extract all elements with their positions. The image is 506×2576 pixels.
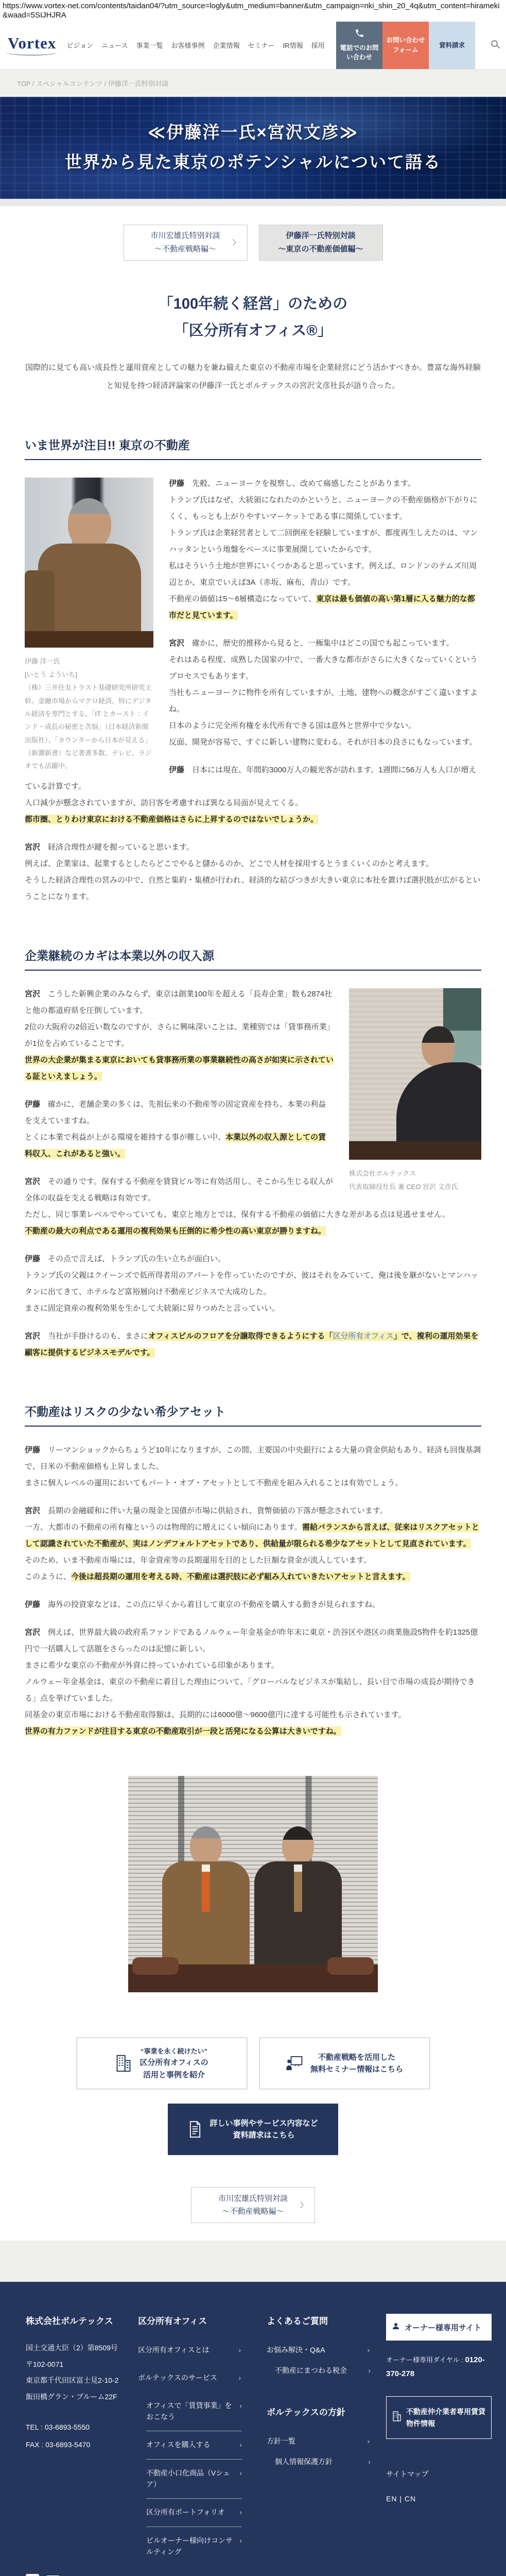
interview-line [25,1674,481,1707]
interview-text: 当社が手掛けるのも、まさに [40,1332,149,1341]
interview-text: トランプ氏は企業経営者として二回倒産を経験していますが、都度再生しえたのは、マンハッタンという地盤をベースに事業展開していたからです。 [169,529,478,554]
article [25,436,481,1740]
interview-text: ただし、同じ事業レベルでやっていても、東京と地方とでは、保有する不動産の価値に大きな差がある点は見逃せません。 [25,1210,450,1219]
divider-strip [0,199,506,206]
building-icon [115,2054,132,2073]
interview-text: まさに個人レベルの運用においてもパート・オブ・アセットとして不動産を組み入れることは有効でしょう。 [25,1479,403,1488]
speaker-name: 宮沢 [25,843,41,852]
interview-text: 日本には現在、年間約3000万人の観光客が訪れます。1週間に56万人も人口が増えている計算です。 [25,766,477,791]
interview-text: その点で言えば、トランプ氏の生い立ちが面白い。 [40,1255,226,1264]
page-title [25,291,481,344]
photo-caption [25,655,153,772]
highlighted-text: 世界の有力ファンドが注目する東京の不動産取引が一段と活発になる公算は大きいですね。 [25,1727,341,1736]
interview-line [25,1552,481,1569]
person-icon [391,2321,400,2333]
article-section [25,1402,481,1740]
nav-item-3[interactable]: お客様事例 [171,42,205,50]
highlighted-text: 需給バランスから言えば、従来はリスクアセットとして認識されていた不動産が、実はノンデフォルトアセットであり、供給量が限られる希少なアセットとして見直されています。 [25,1523,479,1549]
speaker-name: 宮沢 [25,990,41,999]
section-body [25,476,481,905]
footer-link-label: 不動産にまつわる税金 [275,2366,347,2375]
tab-label-line2: ～不動産戦略編～ [154,244,216,253]
contact-form-label: お問い合わせフォーム [386,37,425,54]
highlighted-text: で、複利の運用効果を顧客に提供するビジネスモデルです。 [25,1332,479,1358]
paragraph-gap [25,1240,481,1251]
cta-text-line: 活用と事例を紹介 [143,2070,205,2079]
photo-caption [349,1167,481,1193]
speaker-name: 宮沢 [25,1506,41,1516]
contact-form-button[interactable] [382,22,429,69]
cta-text-line: “事業を永く続けたい” [140,2047,207,2056]
caption-line: （株）三井住友トラスト基礎研究所研究主幹。金融市場からマクロ経済、特にデジタル経済を専門とする。「IT とカースト：インド・成長の秘密と苦悩」（日本経済新聞出版社）、「カウンターから日本が見える」（新潮新書）など著書多数。テレビ、ラジオでも活躍中。 [25,684,152,770]
building-small-icon [392,2411,402,2425]
photo-shape [282,1826,314,1866]
interview-line [25,1624,481,1657]
photo-shape [25,570,55,648]
interview-line [25,1223,481,1240]
cta-text-line: 無料セミナー情報はこちら [310,2065,403,2074]
cta-lines [139,2046,208,2081]
interview-line [25,1328,481,1361]
interview-line [25,1657,481,1674]
chevron-right-icon: › [239,2401,242,2410]
chevron-right-icon: › [239,2508,242,2517]
company-address-line: 〒102-0071 [26,2360,64,2368]
speaker-name: 宮沢 [25,1177,41,1187]
bottom-nav-line1: 市川宏雄氏特別対談 [218,2194,288,2203]
tab-ito-interview[interactable] [259,225,383,261]
footer-link-office-3[interactable] [146,2435,242,2460]
interview-text: 同基金の東京市場における不動産取得額は、長期的には6000億～9600億円に達する可能性も示されています。 [25,1710,406,1720]
interview-text: 日本のように完全所有権を永代所有できる国は意外と世界中で少ない。 [169,721,416,731]
browser-url-text: https://www.vortex-net.com/contents/taidan04/?utm_source=logly&utm_medium=banner&utm_campaign=nki_shin_20_4q&utm_content=hirameki&waad=5SIJHJRA [0,0,506,22]
footer-office-heading[interactable]: 区分所有オフィス [138,2316,207,2327]
document-request-button[interactable] [429,22,475,69]
intro-paragraph: 国際的に見ても高い成長性と運用資産としての魅力を兼ね備えた東京の不動産市場を企業経営にどう活かすべきか。豊富な海外経験と知見を持つ経済評論家の伊藤洋一氏とボルテックスの宮沢文彦社長が語り合った。 [25,363,481,391]
site-footer [0,2282,506,2576]
seminar-cta[interactable] [259,2038,430,2089]
footer-link-office-4[interactable] [146,2463,242,2499]
paragraph-gap [25,1585,481,1597]
youtube-icon [45,2575,61,2576]
footer-link-faq-0[interactable] [267,2340,370,2361]
interview-line [25,795,481,811]
article-section [25,946,481,1361]
spacer [26,2405,138,2418]
interview-text: 人口減少が懸念されていますが、訪日客を考慮すれば異なる局面が見えてくる。 [25,799,303,808]
interview-text: 先般、ニューヨークを視察し、改めて痛感したことがあります。 [184,479,415,488]
company-tel: TEL : 03-6893-5550 [26,2423,90,2432]
interview-line [25,1569,481,1585]
nav-item-6[interactable]: IR情報 [283,42,303,50]
paragraph-gap [25,828,481,839]
interview-text: 海外の投資家などは、この点に早くから着目して東京の不動産を購入する動きが見られますね。 [40,1600,380,1609]
interview-text: 不動産の価値は5～6層構造になっていて、 [169,595,317,604]
footer-link-label: ボルテックスのサービス [138,2374,217,2382]
broker-info-label: 不動産仲介業者専用賃貸物件情報 [406,2408,485,2428]
tab-label [150,229,220,256]
chevron-right-icon: › [368,2457,371,2466]
chevron-right-icon: 〉 [300,2201,307,2210]
company-address [26,2340,138,2405]
interview-lines [25,1442,481,1740]
interview-line [25,1442,481,1475]
tab-label-line2: ～東京の不動産価値編～ [278,244,363,253]
interview-text: 長期の金融緩和に伴い大量の現金と国債が市場に供給され、貨幣価値の下落が懸念されています。 [40,1506,388,1516]
section-heading: いま世界が注目!! 東京の不動産 [25,436,481,460]
nav-item-7[interactable]: 採用 [311,42,325,50]
interview-line [25,856,481,872]
owner-site-label: オーナー様専用サイト [405,2323,481,2332]
footer-link-label: 方針一覧 [267,2436,295,2445]
cta-lines [210,2117,318,2142]
footer-policy-heading[interactable]: ボルテックスの方針 [267,2407,345,2417]
spacer-band [0,2241,506,2282]
nav-item-5[interactable]: セミナー [248,42,275,50]
interview-text: 確かに、歴史的推移から見ると、一極集中はどこの国でも起こっています。 [184,639,454,648]
document-icon [188,2121,202,2138]
footer-link-policy-0[interactable] [267,2431,370,2452]
footer-link-label: ビルオーナー様向けコンサルティング [146,2536,233,2556]
interview-text: まさに希少な東京の不動産が外資に持っていかれている印象があります。 [25,1661,279,1670]
highlighted-text: 「 [325,1332,333,1341]
interview-line [25,1707,481,1723]
hero-title-line2: 世界から見た東京のポテンシャルについて語る [64,152,442,172]
photo-shape [294,1865,302,1912]
highlighted-text: オフィスビルのフロアを分譲取得できるようにする [148,1332,325,1341]
interview-text: そのため、いま不動産市場には、年金資産等の長期運用を目的とした巨額な資金が流入しています。 [25,1556,372,1565]
nav-item-1[interactable]: ニュース [101,42,128,50]
photo-shape [202,1865,210,1912]
owner-dial [386,2353,492,2381]
footer-link-label: お悩み解決・Q&A [267,2346,325,2354]
interview-text: 当社もニューヨークに物件を所有していますが、土地、建物への概念がすごく違いますよね。 [169,688,478,714]
interview-text: このように、 [25,1572,72,1582]
paragraph-gap [25,1492,481,1503]
speaker-name: 宮沢 [169,639,185,648]
footer-owner-column [386,2314,492,2562]
cta-text-line: 詳しい事例やサービス内容など [210,2119,318,2128]
interview-text: とくに本業で利益が上がる環境を維持する事が難しい中、 [25,1133,226,1142]
seminar-icon [286,2055,303,2072]
cta-text-line: 資料請求はこちら [233,2131,295,2140]
search-button[interactable] [491,40,498,47]
speaker-name: 伊藤 [169,766,185,775]
broker-info-button[interactable] [386,2396,492,2439]
footer-columns [26,2314,492,2562]
section-body [25,986,481,1361]
interview-line [25,1503,481,1519]
page-title-line2: 「区分所有オフィス®」 [173,322,333,339]
footer-faq-heading[interactable]: よくあるご質問 [267,2316,328,2327]
tab-label-line1: 伊藤洋一氏特別対談 [286,231,356,241]
tab-ichikawa-interview[interactable] [124,225,248,261]
cta-row [25,2038,481,2089]
interview-text: リーマンショックからちょうど10年になりますが、この間、主要国の中央銀行による大量の資金供給もあり、経済も回復基調で、日米の不動産価格も上昇しました。 [25,1446,481,1471]
speaker-name: 伊藤 [169,479,185,488]
interview-text: そうした経済合理性の営みの中で、自然と集約・集積が行われ、経済的な結びつきが大きい東京に本社を置けば選択肢が広がるということになります。 [25,876,481,902]
hero-banner [0,97,506,199]
interview-line [25,811,481,828]
miyazawa-photo [349,988,481,1160]
owner-dial-number: 0120-370-278 [386,2355,485,2379]
interview-text: 一方、大都市の不動産の所有権というのは物理的に増えにくい傾向にあります。 [25,1523,302,1532]
highlighted-text: 不動産の最大の利点である運用の複利効果も圧倒的に希少性の高い東京が勝りますね。 [25,1227,326,1236]
header-buttons [336,22,475,69]
interview-line [25,1597,481,1613]
search-icon [491,40,498,47]
interview-line [25,1723,481,1740]
interview-text: 2位の大阪府の2倍近い数なのですが、さらに興味深いことは、業種別では「貸事務所業」が1位を占めていることです。 [25,1023,331,1048]
footer-link-label: 不動産小口化商品（Vシェア） [146,2468,231,2488]
paragraph-gap [25,1613,481,1624]
speaker-name: 伊藤 [25,1255,41,1264]
footer-link-office-0[interactable] [138,2340,241,2361]
photo-shape [68,498,111,550]
highlighted-text: 世界の大企業が集まる東京においても貸事務所業の事業継続性の高さが如実に示されている証といえましょう。 [25,1056,334,1081]
footer-company-column [26,2314,138,2562]
highlighted-text: 」 [393,1332,402,1341]
paragraph-gap [25,1317,481,1328]
owner-site-button[interactable] [386,2314,492,2341]
case-study-cta[interactable] [77,2038,247,2089]
caption-line: 代表取締役社長 兼 CEO 宮沢 文彦氏 [349,1182,458,1191]
company-address-line: 飯田橋グラン・ブルーム22F [26,2392,117,2401]
interview-text: こうした新興企業のみならず、東京は創業100年を超える「長寿企業」数も2874社と他の都道府県を圧倒しています。 [25,990,333,1015]
interview-text: それはある程度、成熟した国家の中で、一番大きな都市がさらに大きくなっていくというプロセスでもあります。 [169,655,478,681]
photo-shape [422,1026,455,1067]
interview-text: 確かに、老舗企業の多くは、先祖伝来の不動産等の固定資産を持ち、本業の利益を支えていますね。 [25,1100,326,1126]
interview-line [25,1267,481,1300]
sofa-shape [128,1964,378,1992]
highlighted-text: 本業以外の収入源としての賃料収入、これがあると強い。 [25,1133,326,1159]
facebook-icon[interactable] [26,2574,39,2576]
main-content [0,206,506,2241]
footer-link-label: オフィスを購入する [146,2441,211,2449]
miyazawa-figure [349,988,481,1193]
phone-icon [355,28,364,41]
interview-line [25,1251,481,1267]
social-links [26,2574,96,2576]
footer-link-label: オフィスで「賃貸事業」をおこなう [146,2401,232,2421]
footer-link-office-6[interactable] [146,2531,242,2562]
footer-link-label: 区分所有ポートフォリオ [146,2508,225,2517]
footer-office-links [138,2340,267,2562]
interview-text: トランプ氏の父親はクイーンズで低所得者用のアパートを作っていたのですが、彼はそれをみていて、俺は後を継がないとマンハッタンに出てきて、ホテルなど富裕層向け不動産ビジネスで大成功した。 [25,1271,478,1297]
hero-title [0,97,506,178]
document-request-cta[interactable] [168,2104,338,2155]
chevron-right-icon: › [368,2366,371,2375]
document-request-label: 資料請求 [439,41,465,49]
main-nav [66,40,324,50]
kubun-office-link[interactable]: 区分所有オフィス [333,1332,394,1341]
owner-dial-label: オーナー様専用ダイヤル : [386,2356,463,2364]
footer-link-label: 個人情報保護方針 [275,2457,333,2466]
phone-contact-label: 電話でのお問い合わせ [340,44,379,61]
chevron-right-icon: 〉 [232,238,240,247]
section-body [25,1442,481,1740]
interview-text: 例えば、世界最大級の政府系ファンドであるノルウェー年金基金が昨年末に東京・渋谷区や港区の商業施設5物件を約1325億円で一括購入して話題をさらったのは記憶に新しい。 [25,1628,478,1654]
sitemap-link[interactable]: サイトマップ [386,2470,429,2479]
interview-text: 例えば、企業家は、起業するとしたらどこでやると儲かるのか、どこで人材を採用するとうまくいくのかと考えます。 [25,859,433,869]
interview-line [25,1300,481,1317]
footer-link-office-5[interactable] [146,2502,242,2527]
bottom-nav-label [218,2192,288,2218]
speaker-name: 伊藤 [25,1446,41,1455]
ito-figure [25,478,153,772]
footer-link-label: 区分所有オフィスとは [138,2346,210,2354]
footer-policy-links [267,2431,386,2472]
chevron-right-icon: › [238,2346,241,2354]
tab-label [278,229,363,256]
interview-text: ノルウェー年金基金は、東京の不動産に着目した理由について、「グローバルなビジネスが集結し、長い目で市場の成長が期待できる」点を挙げていました。 [25,1677,475,1703]
youtube-link[interactable] [45,2575,96,2576]
interview-text: 私はそういう土地が世界にいくつかあると思っています。例えば、ロンドンのテムズ川周辺とか、東京でいえば3A（赤坂、麻布、青山）です。 [169,562,477,587]
interview-line [25,1207,481,1223]
interview-text: 反面、開発が容易で、すぐに新しい建物に変わる。それが日本の良さにもなっています。 [169,738,477,747]
footer-link-office-1[interactable] [138,2368,241,2388]
site-header [0,22,506,69]
phone-contact-button[interactable] [336,22,382,69]
section-heading: 不動産はリスクの少ない希少アセット [25,1402,481,1427]
interview-line [25,1519,481,1552]
breadcrumb[interactable]: TOP / スペシャルコンテンツ / 伊藤洋一氏特別対談 [0,69,506,97]
article-section [25,436,481,905]
interview-line [25,1475,481,1492]
nav-item-0[interactable]: ビジョン [66,42,94,50]
caption-line: 伊藤 洋一氏 [25,657,60,666]
footer-faq-links [267,2340,386,2381]
caption-line: 株式会社ボルテックス [349,1170,416,1178]
interview-line [25,839,481,856]
language-switch[interactable]: EN | CN [386,2495,416,2503]
caption-line: [いとう よういち] [25,670,77,679]
page-title-line1: 「100年続く経営」のための [158,295,348,312]
highlighted-text: 東京は最も価値の高い第1層に入る魅力的な都市だと見ています。 [169,595,475,620]
chevron-right-icon: › [239,2441,242,2449]
speaker-name: 伊藤 [25,1100,41,1109]
chevron-right-icon: › [238,2374,241,2382]
ichikawa-interview-button[interactable] [191,2187,315,2223]
photo-shape [190,1826,222,1866]
cta-text-line: 不動産戦略を活用した [318,2053,395,2062]
company-address-line: 東京都千代田区富士見2-10-2 [26,2376,119,2385]
speaker-name: 宮沢 [25,1628,41,1637]
interview-line [25,872,481,905]
vortex-logo[interactable]: Vortex [8,34,56,57]
section-heading: 企業継続のカギは本業以外の収入源 [25,946,481,971]
interview-text: まさに固定資産の複利効果を生かして大統領に昇りつめたと言っていい。 [25,1304,280,1313]
nav-item-2[interactable]: 事業一覧 [136,42,163,50]
bottom-nav-line2: ～不動産戦略編～ [222,2207,284,2216]
photo-shape [396,1062,481,1142]
footer-office-column [138,2314,267,2562]
highlighted-text: 今後は超長期の運用を考える時、不動産は選択肢に必ず組み入れていきたいアセットと言えます。 [71,1572,410,1582]
cta-lines [310,2052,403,2076]
company-address-line: 国土交通大臣（2）第8509号 [26,2344,118,2352]
cta-text-line: 区分所有オフィスの [139,2058,208,2067]
ito-silhouette [162,1826,250,1965]
footer-bottom-bar [26,2574,491,2576]
chevron-right-icon: › [239,2468,242,2477]
company-fax: FAX : 03-6893-5470 [26,2440,91,2449]
interview-text: その通りです。保有する不動産を賃貸ビル等に有効活用し、そこから生じる収入が全体の収益を支える戦略は有効です。 [25,1177,333,1203]
nav-item-4[interactable]: 企業情報 [213,42,240,50]
miyazawa-silhouette [254,1826,342,1965]
footer-faq-column [267,2314,386,2562]
highlighted-text: 都市圏、とりわけ東京における不動産価格はさらに上昇するのではないでしょうか。 [25,815,319,824]
tab-label-line1: 市川宏雄氏特別対談 [150,231,220,241]
footer-company-heading[interactable]: 株式会社ボルテックス [26,2316,113,2327]
footer-link-policy-1[interactable] [275,2452,371,2472]
footer-link-faq-1[interactable] [275,2361,371,2381]
speaker-name: 伊藤 [25,1600,41,1609]
chevron-right-icon: › [367,2346,370,2354]
chevron-right-icon: › [367,2436,370,2445]
speaker-name: 宮沢 [25,1332,41,1341]
closing-photo-figure [25,1776,481,1992]
interview-tabs [25,206,481,261]
interview-text: 経済合理性が鍵を握っていると思います。 [40,843,194,852]
chevron-right-icon: › [239,2536,242,2545]
hero-title-line1: ≪伊藤洋一氏×宮沢文彦≫ [147,122,359,142]
ito-photo [25,478,153,648]
footer-link-office-2[interactable] [146,2396,242,2431]
interview-duo-photo [128,1776,378,1992]
interview-text: トランプ氏はなぜ、大統領になれたのかというと、ニューヨークの不動産価格が下がりにくく、もっとも上がりやすいマーケットである事に関係しています。 [169,496,478,521]
